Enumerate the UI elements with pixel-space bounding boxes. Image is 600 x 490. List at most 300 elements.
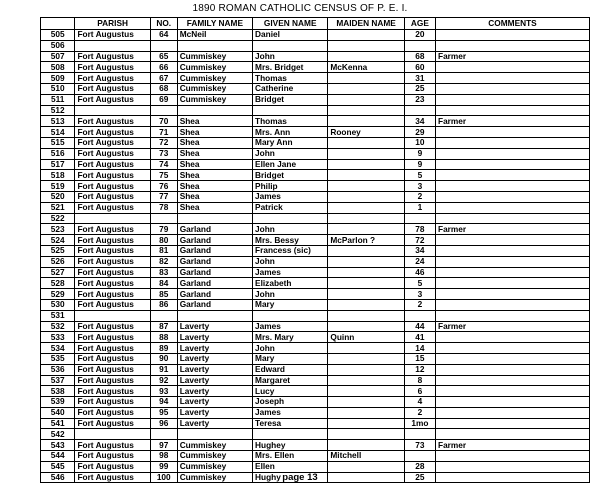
cell-family-name: Laverty (177, 364, 252, 375)
cell-age: 9 (404, 148, 435, 159)
table-row (41, 235, 590, 246)
cell-given-name (253, 213, 328, 224)
cell-comments (436, 137, 590, 148)
table-row (41, 137, 590, 148)
cell-given-name: Catherine (253, 83, 328, 94)
table-row (41, 289, 590, 300)
cell-family-name (177, 213, 252, 224)
cell-age: 3 (404, 289, 435, 300)
row-number: 521 (41, 202, 75, 213)
cell-age: 1mo (404, 418, 435, 429)
cell-parish: Fort Augustus (75, 397, 150, 408)
cell-no: 80 (150, 235, 177, 246)
cell-no: 99 (150, 461, 177, 472)
cell-no: 98 (150, 451, 177, 462)
cell-no (150, 310, 177, 321)
cell-maiden-name (328, 289, 404, 300)
cell-family-name: Shea (177, 137, 252, 148)
cell-comments: Farmer (436, 51, 590, 62)
cell-no: 96 (150, 418, 177, 429)
cell-age: 20 (404, 30, 435, 41)
cell-no: 72 (150, 137, 177, 148)
table-row (41, 256, 590, 267)
table-row (41, 191, 590, 202)
cell-comments (436, 202, 590, 213)
row-number: 542 (41, 429, 75, 440)
cell-family-name: Cummiskey (177, 440, 252, 451)
cell-parish: Fort Augustus (75, 148, 150, 159)
table-row (41, 83, 590, 94)
cell-comments (436, 83, 590, 94)
cell-no: 85 (150, 289, 177, 300)
cell-parish: Fort Augustus (75, 353, 150, 364)
header-parish: PARISH (75, 18, 150, 30)
table-row (41, 451, 590, 462)
cell-age: 4 (404, 397, 435, 408)
cell-comments: Farmer (436, 440, 590, 451)
cell-no: 90 (150, 353, 177, 364)
cell-comments (436, 461, 590, 472)
row-number: 533 (41, 332, 75, 343)
census-body (41, 30, 590, 483)
cell-age: 3 (404, 181, 435, 192)
cell-age: 5 (404, 278, 435, 289)
row-number: 506 (41, 40, 75, 51)
cell-age: 73 (404, 440, 435, 451)
cell-age: 25 (404, 83, 435, 94)
cell-maiden-name: Rooney (328, 127, 404, 138)
cell-family-name: Shea (177, 159, 252, 170)
cell-family-name: Garland (177, 245, 252, 256)
cell-no: 69 (150, 94, 177, 105)
cell-family-name: McNeil (177, 30, 252, 41)
row-number: 530 (41, 299, 75, 310)
header-rownum (41, 18, 75, 30)
table-row (41, 224, 590, 235)
cell-given-name: Mary (253, 353, 328, 364)
cell-parish: Fort Augustus (75, 440, 150, 451)
row-number: 527 (41, 267, 75, 278)
table-row (41, 245, 590, 256)
cell-given-name: Thomas (253, 73, 328, 84)
cell-comments (436, 429, 590, 440)
cell-age: 12 (404, 364, 435, 375)
cell-maiden-name (328, 224, 404, 235)
cell-parish: Fort Augustus (75, 245, 150, 256)
row-number: 538 (41, 386, 75, 397)
cell-given-name: Thomas (253, 116, 328, 127)
cell-maiden-name (328, 51, 404, 62)
row-number: 541 (41, 418, 75, 429)
cell-given-name: Joseph (253, 397, 328, 408)
row-number: 515 (41, 137, 75, 148)
cell-family-name: Laverty (177, 332, 252, 343)
cell-age: 15 (404, 353, 435, 364)
cell-maiden-name (328, 40, 404, 51)
cell-no: 82 (150, 256, 177, 267)
row-number: 523 (41, 224, 75, 235)
row-number: 526 (41, 256, 75, 267)
cell-parish: Fort Augustus (75, 235, 150, 246)
cell-given-name: James (253, 407, 328, 418)
cell-parish: Fort Augustus (75, 278, 150, 289)
cell-given-name: John (253, 51, 328, 62)
cell-age: 28 (404, 461, 435, 472)
cell-family-name (177, 429, 252, 440)
table-row (41, 353, 590, 364)
table-row (41, 40, 590, 51)
cell-no: 66 (150, 62, 177, 73)
cell-given-name: Bridget (253, 170, 328, 181)
cell-parish: Fort Augustus (75, 364, 150, 375)
cell-maiden-name (328, 30, 404, 41)
cell-parish: Fort Augustus (75, 451, 150, 462)
table-row (41, 418, 590, 429)
row-number: 529 (41, 289, 75, 300)
cell-no: 100 (150, 472, 177, 483)
row-number: 539 (41, 397, 75, 408)
cell-parish: Fort Augustus (75, 256, 150, 267)
cell-comments (436, 343, 590, 354)
cell-age (404, 451, 435, 462)
cell-age: 46 (404, 267, 435, 278)
cell-maiden-name: McKenna (328, 62, 404, 73)
cell-maiden-name (328, 267, 404, 278)
cell-given-name: Margaret (253, 375, 328, 386)
cell-family-name: Shea (177, 148, 252, 159)
cell-given-name: Teresa (253, 418, 328, 429)
cell-parish: Fort Augustus (75, 83, 150, 94)
header-age: AGE (404, 18, 435, 30)
cell-maiden-name (328, 83, 404, 94)
cell-maiden-name (328, 397, 404, 408)
cell-no: 89 (150, 343, 177, 354)
row-number: 534 (41, 343, 75, 354)
cell-age: 2 (404, 299, 435, 310)
cell-age: 60 (404, 62, 435, 73)
cell-comments (436, 148, 590, 159)
cell-given-name: James (253, 191, 328, 202)
row-number: 513 (41, 116, 75, 127)
cell-parish: Fort Augustus (75, 202, 150, 213)
cell-parish (75, 310, 150, 321)
cell-family-name: Laverty (177, 407, 252, 418)
cell-age: 2 (404, 407, 435, 418)
cell-given-name: Daniel (253, 30, 328, 41)
cell-no: 92 (150, 375, 177, 386)
cell-family-name: Cummiskey (177, 94, 252, 105)
cell-given-name: Hughey (253, 440, 328, 451)
cell-comments (436, 40, 590, 51)
cell-no (150, 213, 177, 224)
cell-maiden-name (328, 105, 404, 116)
cell-maiden-name (328, 116, 404, 127)
row-number: 512 (41, 105, 75, 116)
cell-family-name: Laverty (177, 343, 252, 354)
cell-no: 79 (150, 224, 177, 235)
cell-age: 68 (404, 51, 435, 62)
cell-comments (436, 256, 590, 267)
cell-comments: Farmer (436, 116, 590, 127)
row-number: 505 (41, 30, 75, 41)
cell-given-name: Hughy (253, 472, 328, 483)
table-row (41, 127, 590, 138)
cell-parish: Fort Augustus (75, 127, 150, 138)
cell-comments (436, 397, 590, 408)
cell-parish: Fort Augustus (75, 30, 150, 41)
cell-parish: Fort Augustus (75, 472, 150, 483)
cell-age: 5 (404, 170, 435, 181)
cell-given-name: Bridget (253, 94, 328, 105)
row-number: 522 (41, 213, 75, 224)
cell-age: 34 (404, 245, 435, 256)
table-row (41, 73, 590, 84)
cell-given-name: John (253, 289, 328, 300)
cell-parish: Fort Augustus (75, 461, 150, 472)
cell-maiden-name (328, 364, 404, 375)
cell-family-name: Cummiskey (177, 451, 252, 462)
cell-age (404, 310, 435, 321)
row-number: 540 (41, 407, 75, 418)
cell-age: 34 (404, 116, 435, 127)
cell-comments: Farmer (436, 224, 590, 235)
cell-comments (436, 191, 590, 202)
page-title: 1890 ROMAN CATHOLIC CENSUS OF P. E. I. (192, 3, 408, 14)
cell-given-name: Mrs. Bridget (253, 62, 328, 73)
table-row (41, 321, 590, 332)
cell-family-name: Laverty (177, 418, 252, 429)
cell-age: 31 (404, 73, 435, 84)
table-row (41, 267, 590, 278)
row-number: 535 (41, 353, 75, 364)
cell-maiden-name (328, 245, 404, 256)
cell-parish (75, 429, 150, 440)
cell-age (404, 105, 435, 116)
cell-given-name: John (253, 343, 328, 354)
table-row (41, 148, 590, 159)
cell-comments (436, 105, 590, 116)
table-row (41, 397, 590, 408)
cell-comments (436, 62, 590, 73)
row-number: 545 (41, 461, 75, 472)
row-number: 519 (41, 181, 75, 192)
cell-age: 14 (404, 343, 435, 354)
cell-family-name: Laverty (177, 397, 252, 408)
cell-no: 78 (150, 202, 177, 213)
cell-family-name: Garland (177, 235, 252, 246)
cell-age: 8 (404, 375, 435, 386)
row-number: 531 (41, 310, 75, 321)
cell-comments (436, 213, 590, 224)
cell-maiden-name (328, 94, 404, 105)
cell-parish: Fort Augustus (75, 159, 150, 170)
cell-family-name: Garland (177, 278, 252, 289)
cell-family-name: Garland (177, 299, 252, 310)
cell-parish (75, 105, 150, 116)
cell-maiden-name (328, 440, 404, 451)
table-row (41, 202, 590, 213)
cell-family-name (177, 105, 252, 116)
table-row (41, 159, 590, 170)
cell-given-name: John (253, 148, 328, 159)
table-row (41, 170, 590, 181)
cell-no: 87 (150, 321, 177, 332)
cell-no: 81 (150, 245, 177, 256)
cell-maiden-name (328, 299, 404, 310)
cell-maiden-name (328, 137, 404, 148)
cell-age: 9 (404, 159, 435, 170)
cell-no: 93 (150, 386, 177, 397)
cell-age: 2 (404, 191, 435, 202)
cell-family-name: Laverty (177, 353, 252, 364)
cell-comments (436, 235, 590, 246)
cell-parish (75, 213, 150, 224)
cell-maiden-name (328, 321, 404, 332)
cell-parish: Fort Augustus (75, 137, 150, 148)
cell-parish: Fort Augustus (75, 62, 150, 73)
cell-age: 10 (404, 137, 435, 148)
cell-parish: Fort Augustus (75, 407, 150, 418)
cell-no: 77 (150, 191, 177, 202)
cell-no: 71 (150, 127, 177, 138)
table-row (41, 30, 590, 41)
census-table (40, 17, 590, 483)
cell-maiden-name (328, 170, 404, 181)
cell-maiden-name (328, 386, 404, 397)
cell-age: 23 (404, 94, 435, 105)
cell-given-name: Patrick (253, 202, 328, 213)
cell-comments (436, 170, 590, 181)
cell-maiden-name (328, 407, 404, 418)
cell-maiden-name (328, 310, 404, 321)
cell-comments (436, 299, 590, 310)
cell-age: 1 (404, 202, 435, 213)
cell-given-name: Edward (253, 364, 328, 375)
table-row (41, 429, 590, 440)
row-number: 508 (41, 62, 75, 73)
cell-maiden-name: Quinn (328, 332, 404, 343)
cell-parish: Fort Augustus (75, 94, 150, 105)
header-given-name: GIVEN NAME (253, 18, 328, 30)
cell-family-name: Laverty (177, 321, 252, 332)
cell-no: 75 (150, 170, 177, 181)
cell-maiden-name (328, 181, 404, 192)
cell-comments: Farmer (436, 321, 590, 332)
cell-comments (436, 407, 590, 418)
cell-comments (436, 332, 590, 343)
cell-given-name: John (253, 224, 328, 235)
cell-comments (436, 364, 590, 375)
row-number: 543 (41, 440, 75, 451)
cell-comments (436, 289, 590, 300)
cell-maiden-name (328, 461, 404, 472)
cell-given-name: Philip (253, 181, 328, 192)
table-row (41, 62, 590, 73)
cell-no: 83 (150, 267, 177, 278)
row-number: 524 (41, 235, 75, 246)
cell-no: 65 (150, 51, 177, 62)
table-row (41, 332, 590, 343)
cell-family-name: Cummiskey (177, 62, 252, 73)
table-row (41, 181, 590, 192)
cell-family-name: Cummiskey (177, 83, 252, 94)
cell-given-name: Ellen (253, 461, 328, 472)
cell-no: 84 (150, 278, 177, 289)
cell-maiden-name (328, 278, 404, 289)
cell-no: 91 (150, 364, 177, 375)
cell-given-name: John (253, 256, 328, 267)
header-no: NO. (150, 18, 177, 30)
table-row (41, 213, 590, 224)
header-family-name: FAMILY NAME (177, 18, 252, 30)
cell-comments (436, 127, 590, 138)
cell-age: 29 (404, 127, 435, 138)
cell-parish: Fort Augustus (75, 299, 150, 310)
cell-family-name: Shea (177, 170, 252, 181)
cell-parish: Fort Augustus (75, 386, 150, 397)
cell-given-name: Mrs. Ann (253, 127, 328, 138)
cell-given-name (253, 310, 328, 321)
cell-no: 67 (150, 73, 177, 84)
table-row (41, 375, 590, 386)
table-row (41, 386, 590, 397)
cell-given-name: Mrs. Mary (253, 332, 328, 343)
cell-parish: Fort Augustus (75, 375, 150, 386)
cell-no: 95 (150, 407, 177, 418)
row-number: 511 (41, 94, 75, 105)
cell-age: 44 (404, 321, 435, 332)
cell-no: 70 (150, 116, 177, 127)
table-row (41, 299, 590, 310)
cell-given-name: Francess (sic) (253, 245, 328, 256)
table-row (41, 440, 590, 451)
cell-given-name: James (253, 267, 328, 278)
cell-given-name: Elizabeth (253, 278, 328, 289)
cell-family-name (177, 40, 252, 51)
cell-parish: Fort Augustus (75, 51, 150, 62)
cell-parish: Fort Augustus (75, 332, 150, 343)
cell-age: 72 (404, 235, 435, 246)
cell-family-name: Laverty (177, 375, 252, 386)
cell-maiden-name: McParlon ? (328, 235, 404, 246)
cell-given-name: Mary Ann (253, 137, 328, 148)
cell-maiden-name (328, 429, 404, 440)
cell-maiden-name (328, 343, 404, 354)
cell-age (404, 40, 435, 51)
cell-given-name (253, 105, 328, 116)
cell-family-name: Cummiskey (177, 73, 252, 84)
header-maiden-name: MAIDEN NAME (328, 18, 404, 30)
table-row (41, 116, 590, 127)
cell-no: 86 (150, 299, 177, 310)
table-row (41, 461, 590, 472)
cell-parish: Fort Augustus (75, 181, 150, 192)
cell-no (150, 40, 177, 51)
cell-no: 74 (150, 159, 177, 170)
cell-family-name: Shea (177, 127, 252, 138)
cell-comments (436, 30, 590, 41)
cell-parish: Fort Augustus (75, 73, 150, 84)
cell-comments (436, 73, 590, 84)
cell-parish: Fort Augustus (75, 418, 150, 429)
cell-family-name: Shea (177, 191, 252, 202)
cell-no: 88 (150, 332, 177, 343)
cell-family-name: Shea (177, 116, 252, 127)
cell-age: 6 (404, 386, 435, 397)
cell-parish: Fort Augustus (75, 321, 150, 332)
row-number: 537 (41, 375, 75, 386)
cell-comments (436, 94, 590, 105)
